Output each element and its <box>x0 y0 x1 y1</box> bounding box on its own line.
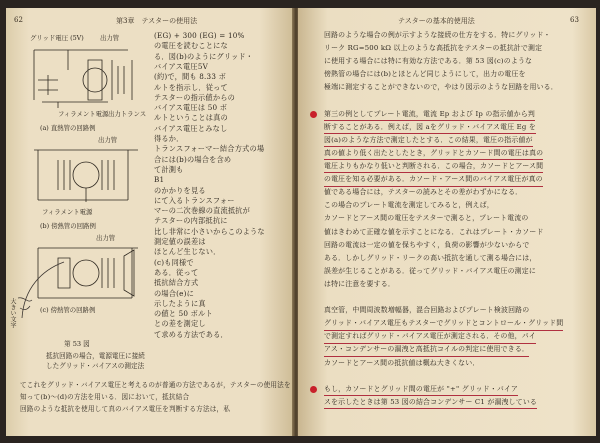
left-body-line: る．図(b)のようにグリッド・ <box>154 51 254 61</box>
left-body-line: との差を測定し <box>154 319 206 329</box>
figure-caption-line-2: したグリッド・バイアスの測定法 <box>46 362 145 370</box>
left-body-line: ルトを指示し．従って <box>154 82 228 92</box>
left-body-line: テスターの内部抵抗に <box>154 216 228 226</box>
right-body-line: 値である場合には，テスターの読みとその差がわずかになる． <box>324 188 523 197</box>
left-body-line: ルトということは真の <box>154 113 228 123</box>
left-body-line: バイアス電圧5V <box>154 61 208 71</box>
right-body-line: 第三の例としてプレート電流，電流 Ep および Ip の指示値から判 <box>324 109 535 121</box>
left-body-line: バイアス電圧は 50 ボ <box>154 103 228 113</box>
right-body-line: に使用する場合には特に有効な方法である．第 53 図(c)のような <box>324 57 533 66</box>
left-body-line: (c)も同様で <box>154 257 194 267</box>
right-body-line: 誤差が生じることがある．従ってグリッド・バイアス電圧の測定に <box>324 266 536 275</box>
left-body-line: バイアス電圧とみなし <box>154 123 228 133</box>
fig-caption-a: (a) 直熱管の回路例 <box>40 124 96 132</box>
red-margin-mark <box>310 386 317 393</box>
left-body-line: の場合(e)に <box>154 288 195 298</box>
left-page <box>6 8 294 436</box>
fig-label-1: 出力管 <box>100 34 120 42</box>
right-body-line: リーク RG=500 kΩ 以上のような高抵抗をテスターの抵抗計で測定 <box>324 44 543 53</box>
left-body-line: 合には(b)の場合を含め <box>154 154 232 164</box>
left-body-line: トランスフォーマー結合方式の場 <box>154 144 265 154</box>
fig-label-2: フィラメント電源 <box>58 110 109 118</box>
left-body-line: て求める方法である． <box>154 329 228 339</box>
right-body-line: の電圧を知る必要がある．カソード・アース間のバイアス電圧が真の <box>324 174 543 186</box>
left-bottom-line: てこれをグリッド・バイアス電圧と考えるのが普通の方法であるが，テスターの使用法を <box>20 381 291 389</box>
left-body-line: (EG) + 300 (EG) = 10% <box>154 31 245 40</box>
right-body-line: 断することがある．例えば，図 aをグリッド・バイアス電圧 Eg を <box>324 122 536 134</box>
right-body-line: グリッド・バイアス電圧もテスターでグリッドとコントロール・グリッド間 <box>324 318 563 330</box>
right-body-line: カソードとアース間の抵抗値は概ね大きくない． <box>324 358 480 367</box>
right-body-line: 真の値より低く出たとしたとき，グリッドとカソード間の電圧は真の <box>324 148 543 160</box>
left-body-line: のかかりを見る <box>154 185 206 195</box>
right-body-line: スを示したときは第 53 図の結合コンデンサー C1 が漏洩している <box>324 397 537 409</box>
fig-label-3: 出力トランス <box>108 110 146 118</box>
left-body-line: にて入るトランスフォー <box>154 195 235 205</box>
fig-label-0: グリッド電圧 (5V) <box>30 34 84 42</box>
right-body-line: は特に注意を要する． <box>324 279 395 288</box>
right-body-line: カソードとアース間の電圧をテスターで測ると，プレート電流の <box>324 214 529 223</box>
left-bottom-line: 回路のような抵抗を使用して真のバイアス電圧を判断する方法は，私 <box>20 405 231 413</box>
left-body-line: 比し非常に小さいからこのような <box>154 226 265 236</box>
red-margin-mark <box>310 111 317 118</box>
left-body-line: 測定値の誤差は <box>154 237 206 246</box>
left-body-line: の値と 50 ボルト <box>154 309 213 319</box>
right-body-line: 傍熱管の場合には(b)とほとんど同じようにして，出力の電圧を <box>324 70 526 79</box>
right-page-header: テスターの基本的使用法 <box>398 17 475 25</box>
right-body-line: 真空管，中間周波数増幅器，混合回路およびプレート検波回路の <box>324 306 530 315</box>
right-body-line: 極端に測定することができないので，やはり図示のような回路を用いる． <box>324 83 558 92</box>
left-body-line: ある．従って <box>154 267 199 277</box>
left-body-line: 示したように真 <box>154 298 206 308</box>
margin-note: 大きい文字 <box>9 298 16 328</box>
left-page-number: 62 <box>14 16 23 24</box>
figure-number: 第 53 図 <box>64 340 90 348</box>
left-body-line: テスターの指示値からの <box>154 92 235 102</box>
right-body-line: 値はきわめて正確な値を示すことになる．これはプレート・カソード <box>324 227 544 236</box>
right-page-number: 63 <box>570 16 579 24</box>
left-body-line: 得るか． <box>154 134 184 143</box>
right-body-line: 回路のような場合の例が示すような接続の仕方をする．特にグリッド・ <box>324 31 551 39</box>
circuit-a <box>34 50 132 108</box>
left-body-line: の電圧を読むことにな <box>154 41 228 51</box>
right-body-line: アス・コンデンサーの漏洩と高抵抗コイルの判定に使用できる． <box>324 344 529 356</box>
right-body-line: 回路の電流は一定の値を保ちやすく，負荷の影響が少ないからで <box>324 240 530 249</box>
left-body-line: 抵抗結合方式 <box>154 278 199 288</box>
right-page <box>298 8 596 436</box>
fig-label-6: フィラメント電源 <box>42 208 93 216</box>
left-bottom-line: 知って(b)～(d)の方法を用いる．図において，抵抗結合 <box>20 393 190 401</box>
fig-label-5: 出力管 <box>98 136 118 144</box>
open-book <box>6 8 596 436</box>
left-body-line: B1 <box>154 175 165 185</box>
right-body-line: ある．しかしグリッド・リークの高い抵抗を通して測る場合には， <box>324 253 537 262</box>
circuit-b <box>34 150 138 202</box>
fig-caption-b: (b) 傍熱管の回路例 <box>40 222 96 230</box>
right-body-line: 図(a)のような方法で測定したとする．この結果，電圧の指示値が <box>324 135 533 147</box>
right-body-line: 電圧よりもかなり低いと判断される．この場合，カソードとアース間 <box>324 161 543 173</box>
fig-caption-c: (c) 傍熱管の回路例 <box>40 306 96 314</box>
left-page-chapter-header: 第3章 テスターの使用法 <box>116 17 198 25</box>
pencil-annotation <box>12 258 72 328</box>
figure-caption-line-1: 抵抗回路の場合，電源電圧に接続 <box>46 352 145 360</box>
right-body-line: もし，カソードとグリッド間の電圧が "+" グリッド・バイア <box>324 384 518 396</box>
left-body-line: ほとんど生じない． <box>154 247 221 257</box>
right-body-line: で測定すればグリッド・バイアス電圧が測定される．その他，パイ <box>324 331 536 343</box>
left-body-line: て計測も <box>154 164 184 174</box>
left-body-line: マーの二次巻線の直流抵抗が <box>154 206 251 216</box>
fig-label-8: 出力管 <box>96 234 116 242</box>
right-body-line: この場合のプレート電流を測定してみると，例えば， <box>324 201 494 210</box>
left-body-line: (約)で，間も 8.33 ボ <box>154 72 226 82</box>
